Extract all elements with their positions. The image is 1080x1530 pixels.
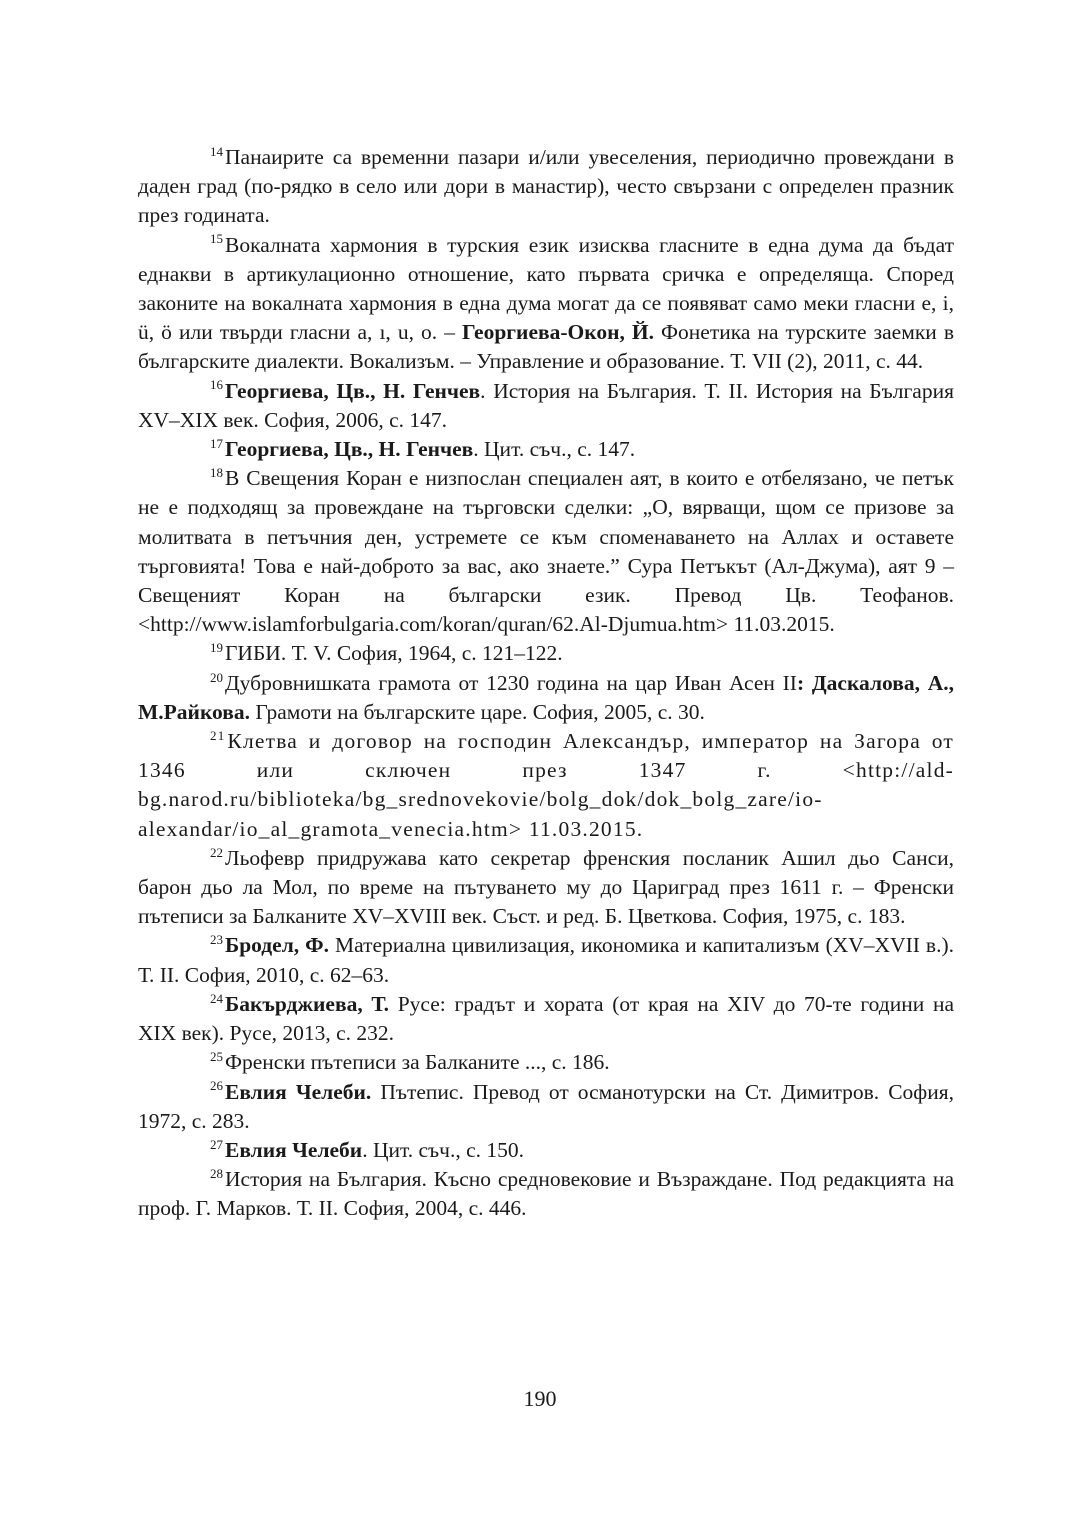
footnote-text-lead: Вокалната хармония в турския език изисква гласните в една дума да бъдат еднакви в артикулационно отношение, като първата сричка е определяща. Според законите на вокалната хармония в една дума могат да се появяват само меки гласни e, i, ü, ö или твърди гласни a, ı, u, o. – (138, 232, 954, 345)
footnote-number: 19 (210, 640, 223, 656)
footnote-text: Грамоти на българските царе. София, 2005, с. 30. (250, 699, 705, 724)
footnote-text: ГИБИ. Т. V. София, 1964, с. 121–122. (225, 641, 563, 666)
footnote-author: : Даскалова, А., М.Райкова. (138, 670, 954, 724)
footnote-text-lead: Дубровнишката грамота от 1230 година на цар Иван Асен II (225, 670, 797, 695)
footnote-number: 27 (210, 1136, 223, 1152)
footnotes-section (138, 143, 954, 1224)
footnote-text: Материална цивилизация, икономика и капитализъм (XV–XVII в.). Т. II. София, 2010, с. 62–63. (138, 933, 954, 987)
footnote-number: 17 (210, 435, 223, 451)
footnote-text: Льофевр придружава като секретар френския посланик Ашил дьо Санси, барон дьо ла Мол, по време на пътуването му до Цариград през 1611 г. – Френски пътеписи за Балканите XV–XVIII век. Съст. и ред. Б. Цветкова. София, 1975, с. 183. (138, 845, 954, 929)
footnote-18 (138, 464, 954, 639)
footnote-14 (138, 143, 954, 231)
footnote-text: Пътепис. Превод от османотурски на Ст. Димитров. София, 1972, с. 283. (138, 1079, 954, 1133)
footnote-21 (138, 727, 954, 844)
footnote-number: 20 (210, 669, 223, 685)
footnote-23 (138, 931, 954, 989)
footnote-number: 24 (210, 990, 223, 1006)
footnote-text: . История на България. Т. II. История на България XV–XIX век. София, 2006, с. 147. (138, 378, 954, 432)
footnote-17 (138, 435, 954, 464)
footnote-author: Бродел, Ф. (225, 933, 329, 958)
footnote-number: 15 (210, 231, 223, 247)
footnote-author: Георгиева-Окон, Й. (462, 320, 654, 345)
footnote-number: 14 (210, 143, 223, 159)
footnote-text: . Цит. съч., с. 150. (362, 1137, 525, 1162)
footnote-27 (138, 1136, 954, 1165)
footnote-25 (138, 1048, 954, 1077)
footnote-author: Георгиева, Цв., Н. Генчев (225, 378, 481, 403)
footnote-number: 21 (210, 727, 226, 743)
footnote-26 (138, 1078, 954, 1136)
footnote-author: Бакърджиева, Т. (225, 991, 389, 1016)
footnote-text: В Свещения Коран е низпослан специален аят, в които е отбелязано, че петък не е подходящ за провеждане на търговски сделки: „О, вярващи, щом се призове за молитвата в петъчния ден, устремете се към споменаването на Аллах и оставете търговията! Това е най-доброто за вас, ако знаете.” Сура Петъкът (Ал-Джума), аят 9 – Свещеният Коран на български език. Превод Цв. Теофанов. <http://www.islamforbulgaria.com/koran/quran/62.Al-Djumua.htm> 11.03.2015. (138, 466, 954, 637)
footnote-text: Панаирите са временни пазари и/или увеселения, периодично провеждани в даден град (по-рядко в село или дори в манастир), често свързани с определен празник през годината. (138, 145, 954, 228)
footnote-19 (138, 639, 954, 668)
footnote-text: Клетва и договор на господин Александър, император на Загора от 1346 или сключен през 1347 г. <http://ald-bg.narod.ru/biblioteka/bg_srednovekovie/bolg_dok/dok_bolg_zare/io-alexandar/io_al_gramota_venecia.htm> 11.03.2015. (138, 729, 954, 841)
footnote-number: 22 (210, 844, 223, 860)
footnote-number: 18 (210, 465, 223, 481)
footnote-number: 25 (210, 1049, 223, 1065)
footnote-number: 28 (210, 1165, 223, 1181)
footnote-15 (138, 231, 954, 377)
footnote-28 (138, 1165, 954, 1223)
page-number: 190 (523, 1386, 557, 1411)
footnote-text: . Цит. съч., с. 147. (473, 437, 636, 462)
footnote-text: Русе: градът и хората (от края на XIV до 70-те години на XIX век). Русе, 2013, с. 232. (138, 991, 954, 1046)
footnote-text: Фонетика на турските заемки в българските диалекти. Вокализъм. – Управление и образование. Т. VII (2), 2011, с. 44. (138, 320, 954, 374)
footnote-24 (138, 990, 954, 1048)
footnote-22 (138, 844, 954, 932)
footnote-number: 23 (210, 932, 223, 948)
footnote-20 (138, 669, 954, 727)
footnote-author: Георгиева, Цв., Н. Генчев (225, 437, 474, 462)
footnote-number: 16 (210, 377, 223, 393)
footnote-16 (138, 377, 954, 435)
footnote-author: Евлия Челеби. (225, 1079, 372, 1104)
footnote-text: История на България. Късно средновековие и Възраждане. Под редакцията на проф. Г. Марков. Т. II. София, 2004, с. 446. (138, 1167, 954, 1221)
footnote-number: 26 (210, 1078, 223, 1094)
footnote-author: Евлия Челеби (225, 1137, 363, 1162)
footnote-text: Френски пътеписи за Балканите ..., с. 186. (225, 1050, 610, 1075)
